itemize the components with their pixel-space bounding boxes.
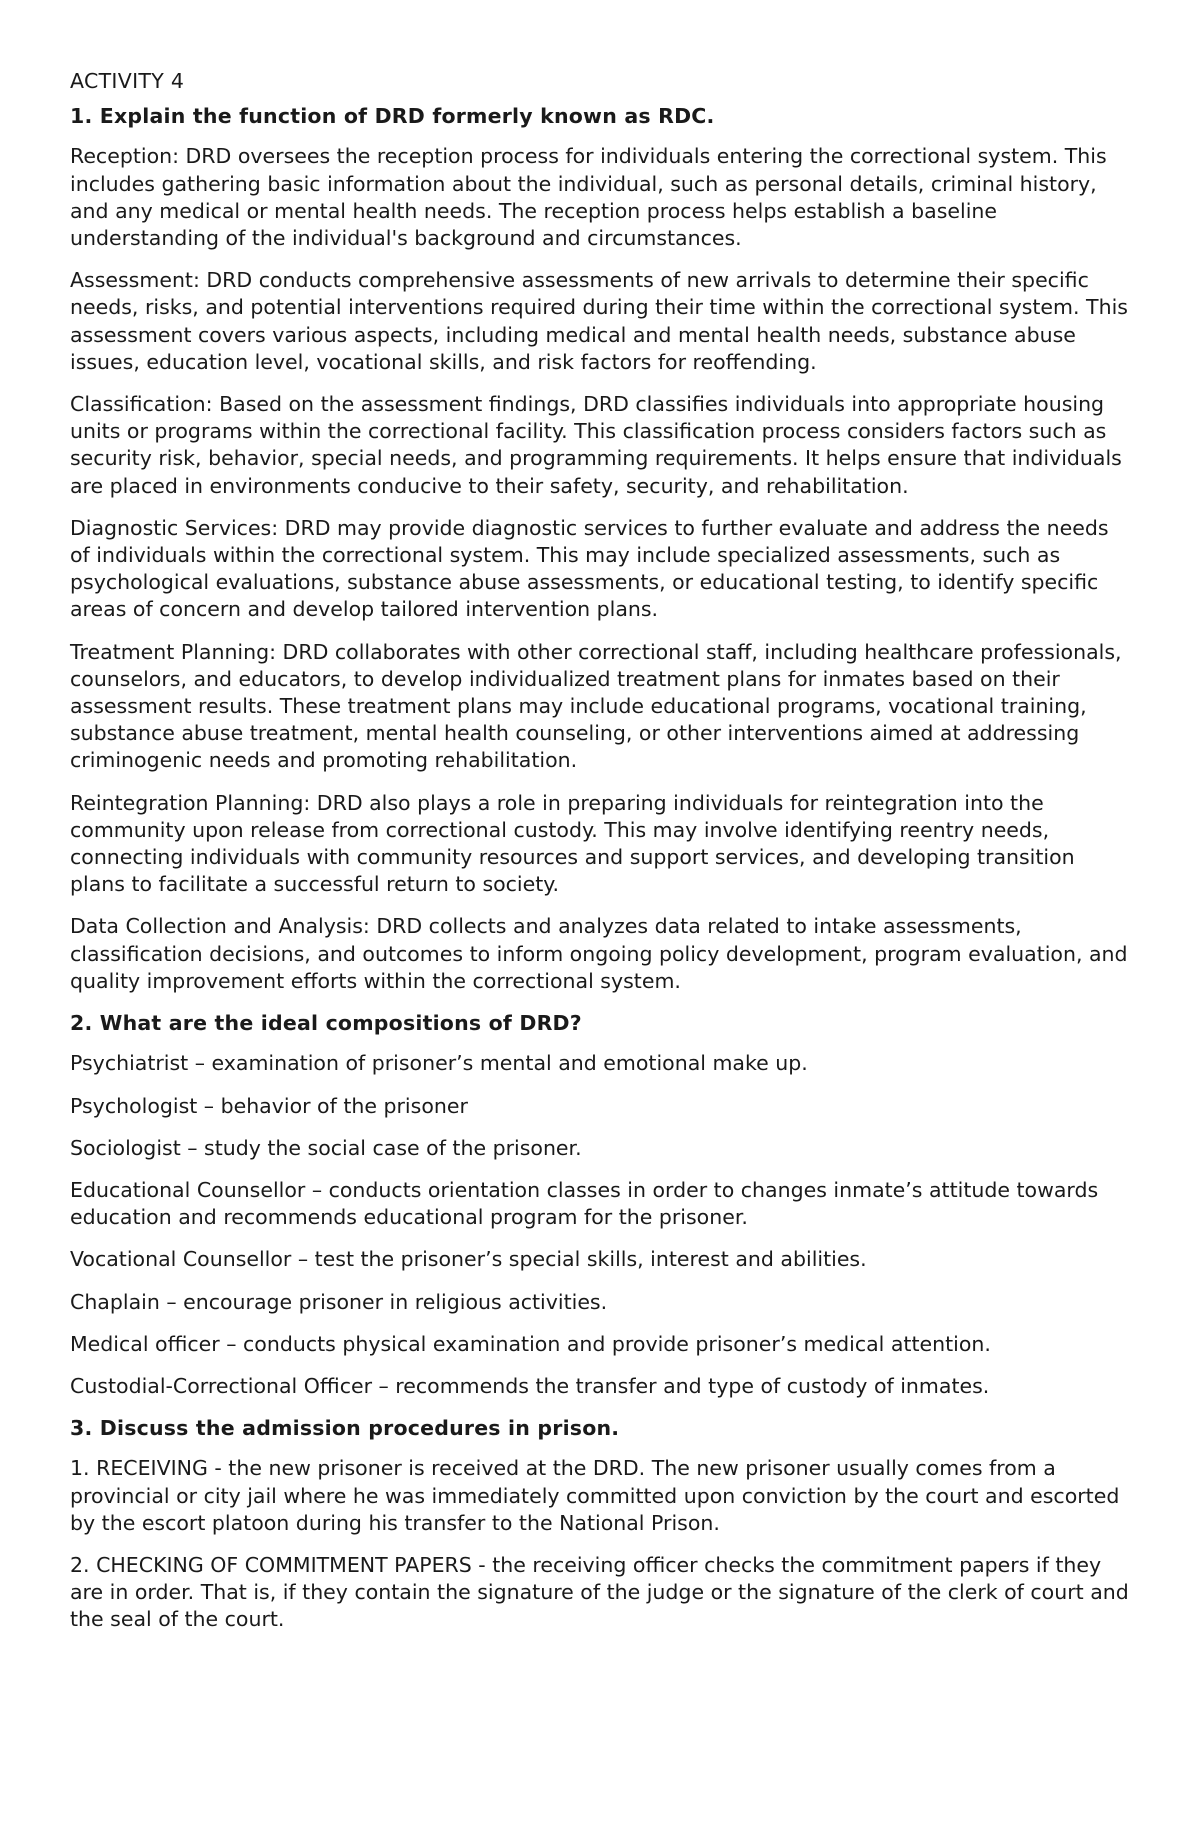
composition-custodial-officer: Custodial-Correctional Officer – recommends the transfer and type of custody of inmates. <box>70 1373 990 1398</box>
paragraph-reception: Reception: DRD oversees the reception process for individuals entering the correctional system. This includes gathering basic information about the individual, such as personal details, criminal history, and any medical or mental health needs. The reception process helps establish a baseline understanding of the individual's background and circumstances. <box>70 144 1107 251</box>
composition-chaplain: Chaplain – encourage prisoner in religious activities. <box>70 1289 608 1314</box>
paragraph-classification: Classification: Based on the assessment findings, DRD classifies individuals into appropriate housing units or programs within the correctional facility. This classification process considers factors such as security risk, behavior, special needs, and programming requirements. It helps ensure that individuals are placed in environments conducive to their safety, security, and rehabilitation. <box>70 392 1122 498</box>
procedure-checking-commitment-papers: 2. CHECKING OF COMMITMENT PAPERS - the receiving officer checks the commitment papers if they are in order. That is, if they contain the signature of the judge or the signature of the clerk of court and the seal of the court. <box>70 1552 1129 1632</box>
question-3-heading: 3. Discuss the admission procedures in prison. <box>70 1416 620 1441</box>
paragraph-data-collection: Data Collection and Analysis: DRD collects and analyzes data related to intake assessments, classification decisions, and outcomes to inform ongoing policy development, program evaluation, and quality improvement efforts within the correctional system. <box>70 914 1128 993</box>
composition-psychologist: Psychologist – behavior of the prisoner <box>70 1093 468 1118</box>
composition-psychiatrist: Psychiatrist – examination of prisoner’s mental and emotional make up. <box>70 1051 808 1076</box>
composition-educational-counsellor: Educational Counsellor – conducts orientation classes in order to changes inmate’s attitude towards education and recommends educational program for the prisoner. <box>70 1177 1099 1230</box>
paragraph-treatment-planning: Treatment Planning: DRD collaborates with other correctional staff, including healthcare professionals, counselors, and educators, to develop individualized treatment plans for inmates based on their assessment results. These treatment plans may include educational programs, vocational training, substance abuse treatment, mental health counseling, or other interventions aimed at addressing criminogenic needs and promoting rehabilitation. <box>70 639 1122 773</box>
paragraph-assessment: Assessment: DRD conducts comprehensive assessments of new arrivals to determine their specific needs, risks, and potential interventions required during their time within the correctional system. This assessment covers various aspects, including medical and mental health needs, substance abuse issues, education level, vocational skills, and risk factors for reoffending. <box>70 268 1128 374</box>
document-title: ACTIVITY 4 <box>70 69 185 93</box>
question-1-heading: 1. Explain the function of DRD formerly known as RDC. <box>70 104 715 129</box>
paragraph-diagnostic-services: Diagnostic Services: DRD may provide diagnostic services to further evaluate and address the needs of individuals within the correctional system. This may include specialized assessments, such as psychological evaluations, substance abuse assessments, or educational testing, to identify specific areas of concern and develop tailored intervention plans. <box>70 515 1109 622</box>
composition-sociologist: Sociologist – study the social case of the prisoner. <box>70 1135 582 1160</box>
question-2-heading: 2. What are the ideal compositions of DRD? <box>70 1011 582 1036</box>
procedure-receiving: 1. RECEIVING - the new prisoner is received at the DRD. The new prisoner usually comes from a provincial or city jail where he was immediately committed upon conviction by the court and escorted by the escort platoon during his transfer to the National Prison. <box>70 1456 1120 1535</box>
composition-medical-officer: Medical officer – conducts physical examination and provide prisoner’s medical attention. <box>70 1331 991 1356</box>
paragraph-reintegration-planning: Reintegration Planning: DRD also plays a role in preparing individuals for reintegration into the community upon release from correctional custody. This may involve identifying reentry needs, connecting individuals with community resources and support services, and developing transition plans to facilitate a successful return to society. <box>70 790 1075 897</box>
composition-vocational-counsellor: Vocational Counsellor – test the prisoner’s special skills, interest and abilities. <box>70 1247 867 1272</box>
